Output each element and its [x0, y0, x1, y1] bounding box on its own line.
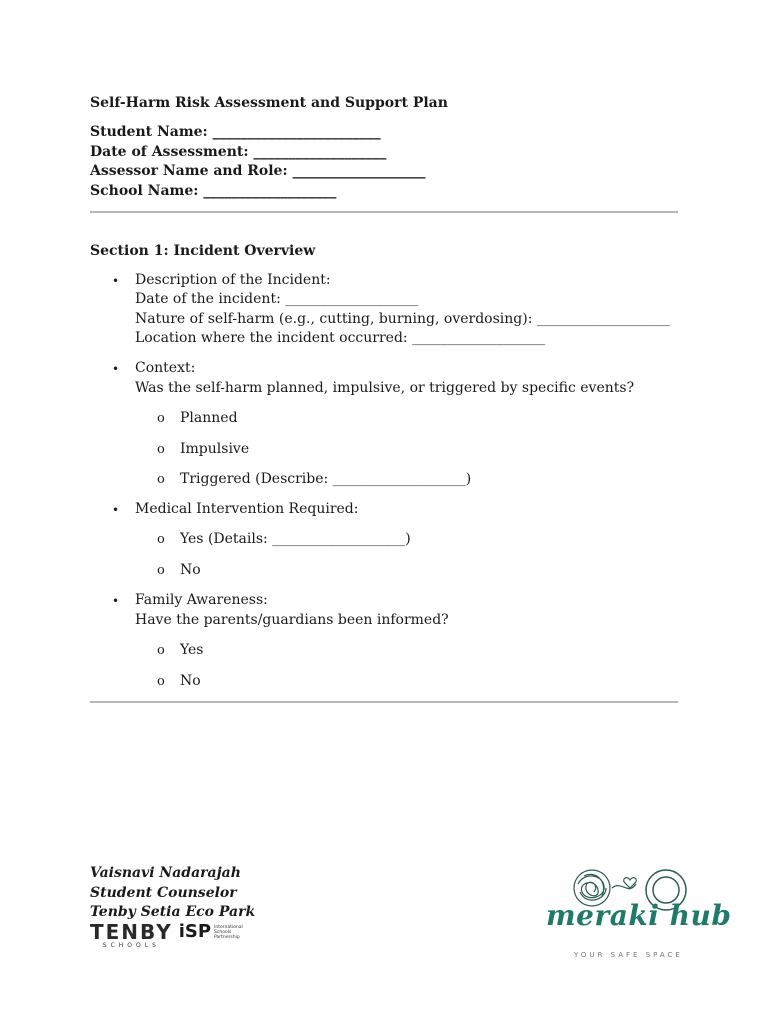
- option-marker: o: [157, 674, 165, 689]
- family-question: Have the parents/guardians been informed?: [135, 612, 449, 628]
- student-name-field: Student Name: ________________________: [90, 124, 381, 140]
- counselor-name: Vaisnavi Nadarajah: [90, 865, 241, 881]
- family-heading: Family Awareness:: [135, 592, 268, 608]
- option-marker: o: [157, 411, 165, 426]
- bullet-marker: •: [112, 362, 120, 376]
- divider-top: [90, 211, 678, 213]
- isp-logo: iSP: [178, 921, 212, 942]
- option-marker: o: [157, 472, 165, 487]
- bullet-marker: •: [112, 503, 120, 517]
- context-question: Was the self-harm planned, impulsive, or triggered by specific events?: [135, 380, 635, 396]
- option-triggered: Triggered (Describe: ___________________): [180, 471, 472, 487]
- tenby-logo: TENBY SCHOOLS: [90, 920, 173, 949]
- option-family-yes: Yes: [180, 642, 204, 658]
- option-medical-no: No: [180, 562, 201, 578]
- option-marker: o: [157, 442, 165, 457]
- logo-wordmark: meraki hub: [546, 899, 732, 932]
- header-fields: [90, 123, 426, 201]
- context-heading: Context:: [135, 360, 196, 376]
- logo-tagline: YOUR SAFE SPACE: [574, 951, 683, 959]
- isp-logo-subtitle: International Schools Partnership: [214, 925, 243, 940]
- bullet-marker: •: [112, 274, 120, 288]
- date-of-assessment-field: Date of Assessment: ___________________: [90, 143, 387, 160]
- medical-heading: Medical Intervention Required:: [135, 501, 359, 517]
- option-marker: o: [157, 643, 165, 658]
- option-family-no: No: [180, 673, 201, 689]
- description-heading: Description of the Incident:: [135, 272, 331, 288]
- nature-field: Nature of self-harm (e.g., cutting, burning, overdosing): ___________________: [135, 311, 670, 327]
- counselor-school: Tenby Setia Eco Park: [90, 904, 256, 920]
- document-title: Self-Harm Risk Assessment and Support Plan: [90, 95, 448, 111]
- section-title: Section 1: Incident Overview: [90, 243, 316, 259]
- signature-block: [90, 864, 255, 923]
- option-impulsive: Impulsive: [180, 441, 250, 457]
- school-name-field: School Name: ___________________: [90, 182, 337, 199]
- option-medical-yes: Yes (Details: ___________________): [180, 531, 411, 547]
- option-planned: Planned: [180, 410, 238, 426]
- counselor-role: Student Counselor: [90, 884, 237, 901]
- option-marker: o: [157, 532, 165, 547]
- school-logos: [90, 922, 243, 950]
- option-marker: o: [157, 563, 165, 578]
- divider-bottom: [90, 701, 678, 703]
- location-field: Location where the incident occurred: ___________________: [135, 330, 546, 346]
- meraki-hub-logo: [540, 862, 732, 962]
- incident-date-field: Date of the incident: ___________________: [135, 291, 419, 307]
- assessor-field: Assessor Name and Role: ___________________: [90, 163, 426, 179]
- bullet-marker: •: [112, 594, 120, 608]
